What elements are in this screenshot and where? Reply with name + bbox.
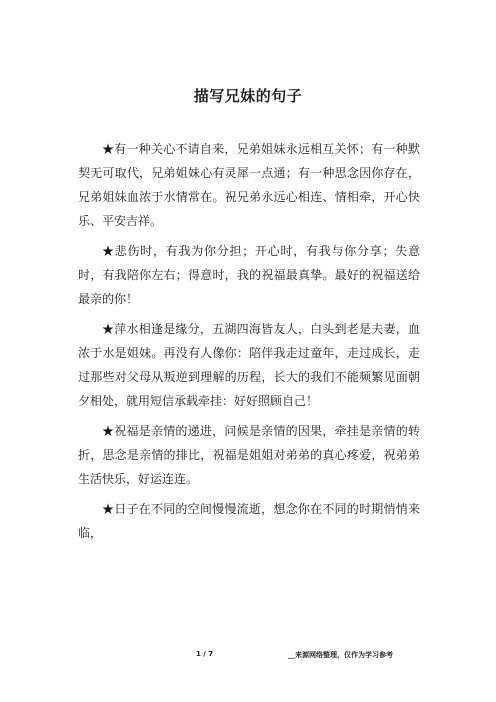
paragraph: ★悲伤时，有我为你分担；开心时，有我与你分享；失意时，有我陪你左右；得意时，我的祝福最真挚。最好的祝福送给最亲的你！ — [78, 244, 420, 306]
footer-note: __来源网络整理，仅作为学习参考 — [288, 651, 393, 659]
page-number: 1 / 7 — [196, 650, 214, 658]
paragraph: ★祝福是亲情的递进，问候是亲情的因果，牵挂是亲情的转折，思念是亲情的排比，祝福是姐姐对弟弟的真心疼爱，祝弟弟生活快乐，好运连连。 — [78, 424, 420, 486]
page-title: 描写兄妹的句子 — [193, 87, 303, 105]
page-footer — [0, 648, 496, 662]
paragraph: ★日子在不同的空间慢慢流逝，想念你在不同的时期悄悄来临， — [78, 502, 420, 540]
paragraph: ★萍水相逢是缘分，五湖四海皆友人，白头到老是夫妻，血浓于水是姐妹。再没有人像你：陪伴我走过童年，走过成长，走过那些对父母从叛逆到理解的历程，长大的我们不能频繁见面朝夕相处，就用短信承载牵挂：好好照顾自己！ — [78, 322, 420, 408]
paragraph: ★有一种关心不请自来，兄弟姐妹永远相互关怀；有一种默契无可取代，兄弟姐妹心有灵犀一点通；有一种思念因你存在，兄弟姐妹血浓于水情常在。祝兄弟永远心相连、情相牵，开心快乐、平安吉祥。 — [78, 142, 420, 228]
document-body — [78, 137, 420, 551]
